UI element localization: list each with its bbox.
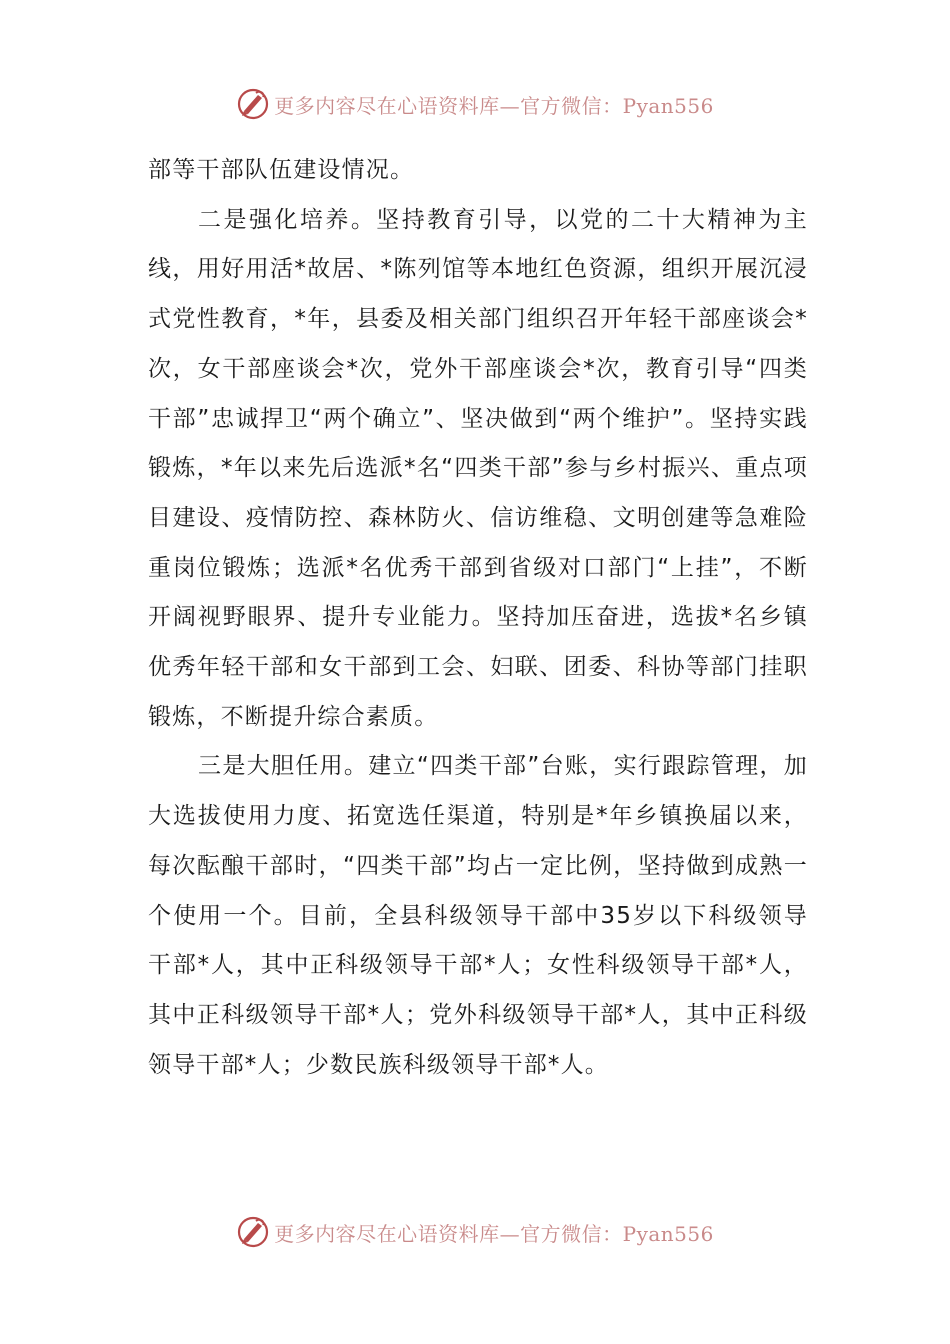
paragraph-continuation: 部等干部队伍建设情况。: [148, 157, 415, 183]
paragraph-training: 二是强化培养。坚持教育引导，以党的二十大精神为主线，用好用活*故居、*陈列馆等本地红色资源，组织开展沉浸式党性教育，*年，县委及相关部门组织召开年轻干部座谈会*次，女干部座谈会*次，党外干部座谈会*次，教育引导“四类干部”忠诚捍卫“两个确立”、坚决做到“两个维护”。坚持实践锻炼，*年以来先后选派*名“四类干部”参与乡村振兴、重点项目建设、疫情防控、森林防火、信访维稳、文明创建等急难险重岗位锻炼；选派*名优秀干部到省级对口部门“上挂”，不断开阔视野眼界、提升专业能力。坚持加压奋进，选拔*名乡镇优秀年轻干部和女干部到工会、妇联、团委、科协等部门挂职锻炼，不断提升综合素质。: [148, 206, 808, 730]
pen-circle-logo-icon: [236, 1215, 270, 1249]
watermark-text: 更多内容尽在心语资料库—官方微信：Pyan556: [274, 1221, 714, 1246]
header-watermark: [0, 84, 950, 124]
paragraph-appointment: 三是大胆任用。建立“四类干部”台账，实行跟踪管理，加大选拔使用力度、拓宽选任渠道，特别是*年乡镇换届以来，每次酝酿干部时，“四类干部”均占一定比例，坚持做到成熟一个使用一个。目前，全县科级领导干部中35岁以下科级领导干部*人，其中正科级领导干部*人；女性科级领导干部*人，其中正科级领导干部*人；党外科级领导干部*人，其中正科级领导干部*人；少数民族科级领导干部*人。: [148, 753, 808, 1078]
watermark-text: 更多内容尽在心语资料库—官方微信：Pyan556: [274, 93, 714, 118]
footer-watermark: [0, 1212, 950, 1252]
pen-circle-logo-icon: [236, 87, 270, 121]
document-body: [148, 146, 808, 1090]
